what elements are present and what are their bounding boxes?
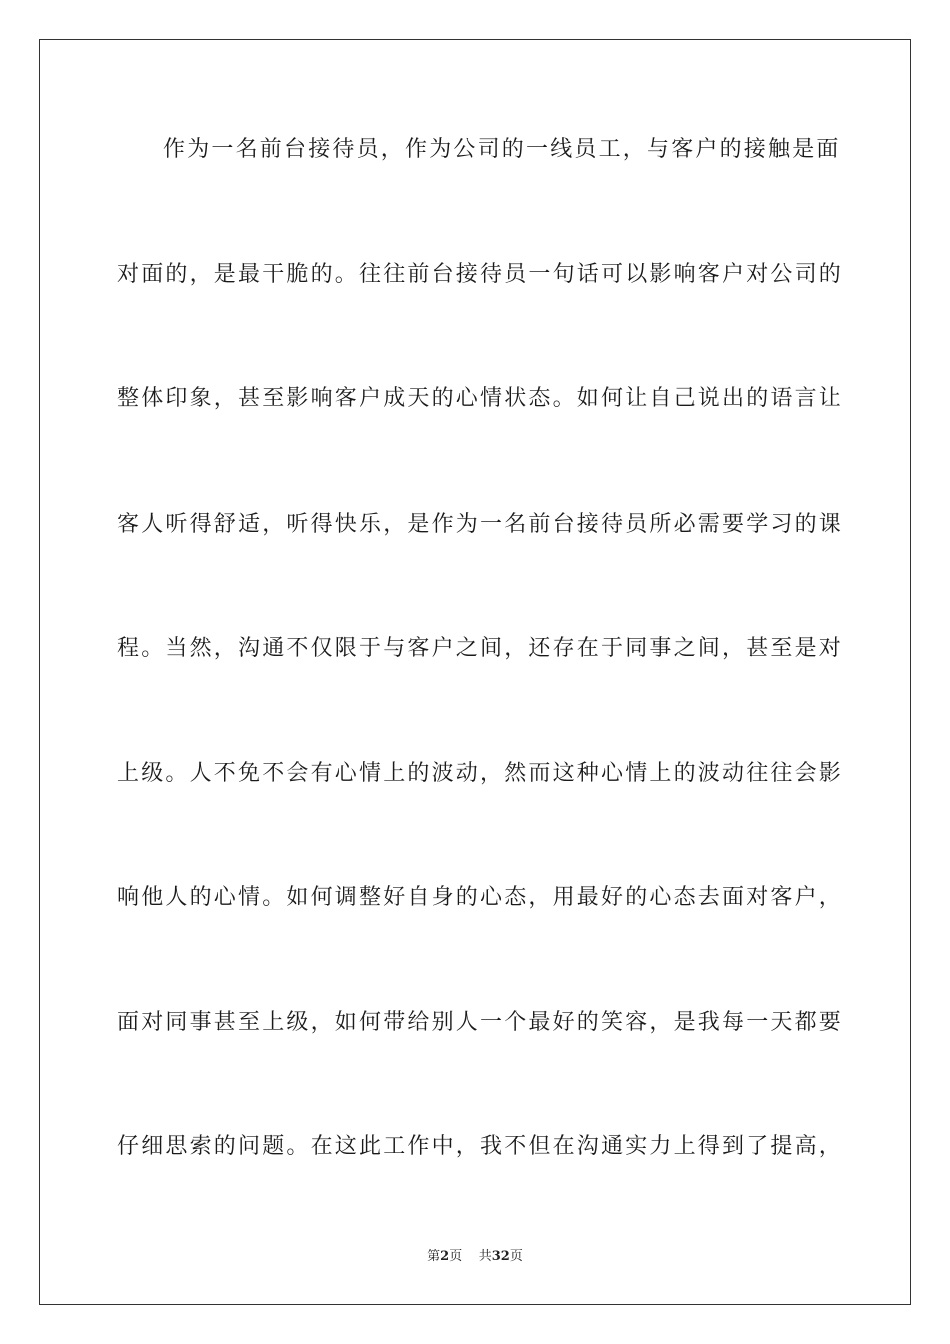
- page-border: [39, 39, 911, 1305]
- page-footer: [0, 1248, 950, 1266]
- paragraph-line-6: 上级。人不免不会有心情上的波动，然而这种心情上的波动往往会影: [117, 761, 844, 786]
- paragraph-line-7: 响他人的心情。如何调整好自身的心态，用最好的心态去面对客户，: [117, 885, 844, 910]
- page-label-prefix: 第: [427, 1249, 441, 1264]
- paragraph-line-9: 仔细思索的问题。在这此工作中，我不但在沟通实力上得到了提高，: [117, 1134, 844, 1159]
- paragraph-line-2: 对面的，是最干脆的。往往前台接待员一句话可以影响客户对公司的: [117, 262, 844, 287]
- total-label-prefix: 共: [478, 1249, 492, 1264]
- paragraph-line-3: 整体印象，甚至影响客户成天的心情状态。如何让自己说出的语言让: [117, 386, 844, 411]
- paragraph-line-8: 面对同事甚至上级，如何带给别人一个最好的笑容，是我每一天都要: [117, 1010, 844, 1035]
- paragraph-line-5: 程。当然，沟通不仅限于与客户之间，还存在于同事之间，甚至是对: [117, 636, 844, 661]
- paragraph-line-1: 作为一名前台接待员，作为公司的一线员工，与客户的接触是面: [163, 137, 841, 162]
- total-pages: 32: [491, 1249, 510, 1264]
- paragraph-line-4: 客人听得舒适，听得快乐，是作为一名前台接待员所必需要学习的课: [117, 512, 844, 537]
- total-label-suffix: 页: [509, 1249, 523, 1264]
- page-number: 2: [440, 1249, 450, 1264]
- page-label-suffix: 页: [449, 1249, 463, 1264]
